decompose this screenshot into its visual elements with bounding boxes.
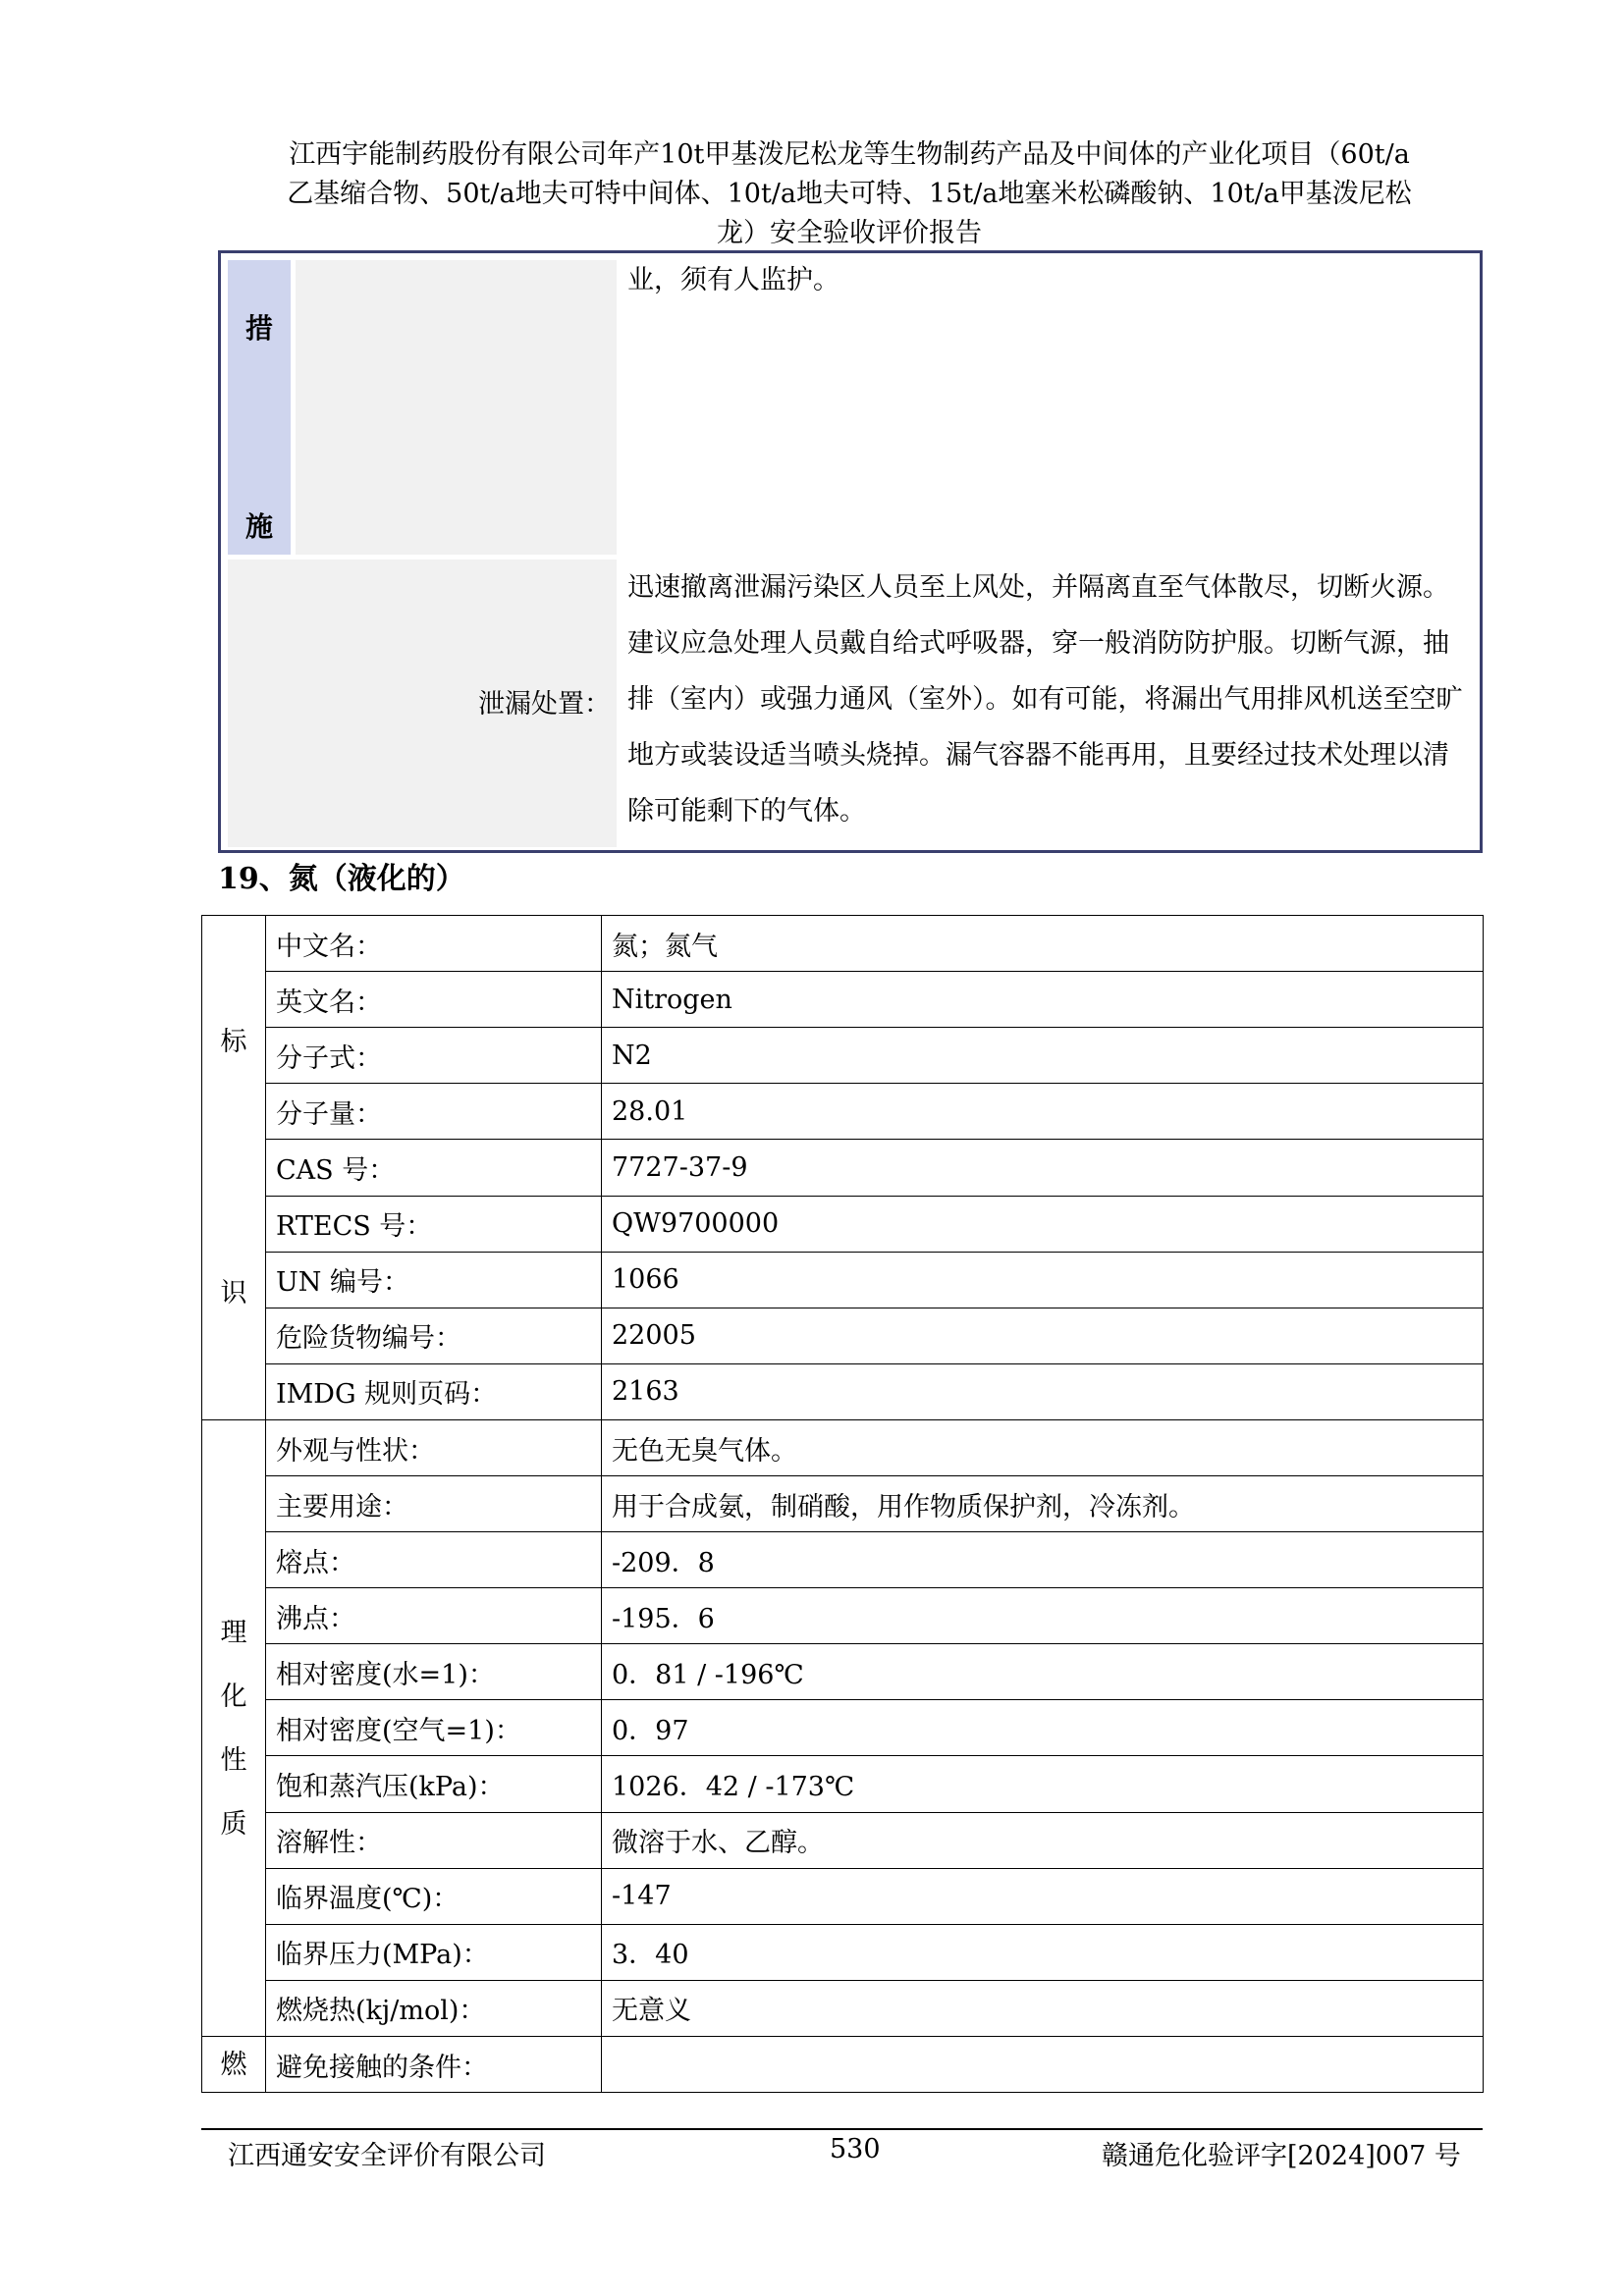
row-label: 避免接触的条件： <box>266 2037 602 2093</box>
group-char: 性 <box>220 1744 247 1776</box>
table-row <box>202 1028 1484 1084</box>
footer-page-number: 530 <box>830 2134 881 2164</box>
table-row <box>202 1756 1484 1812</box>
section-title: 19、氮（液化的） <box>218 862 465 896</box>
row-label: 外观与性状： <box>266 1420 602 1476</box>
group-label-physicochemical <box>202 1420 266 2037</box>
group-char: 燃 <box>220 2049 247 2080</box>
row-label: CAS 号： <box>266 1140 602 1196</box>
row-label: 危险货物编号： <box>266 1308 602 1363</box>
leak-label-cell <box>228 560 617 847</box>
table-row <box>202 2037 1484 2093</box>
leak-text: 迅速撤离泄漏污染区人员至上风处，并隔离直至气体散尽，切断火源。建议应急处理人员戴自给式呼吸器，穿一般消防防护服。切断气源，抽排（室内）或强力通风（室外）。如有可能，将漏出气用排风机送至空旷地方或装设适当喷头烧掉。漏气容器不能再用，且要经过技术处理以清除可能剩下的气体。 <box>627 572 1463 827</box>
row-value: 0．97 <box>602 1700 1484 1756</box>
row-value: 微溶于水、乙醇。 <box>602 1812 1484 1868</box>
row-label: 燃烧热(kj/mol)： <box>266 1980 602 2036</box>
row-value: 0．81 / -196℃ <box>602 1644 1484 1700</box>
table-row <box>202 916 1484 972</box>
table-row <box>202 1924 1484 1980</box>
page-header <box>216 135 1483 253</box>
row-label: 溶解性： <box>266 1812 602 1868</box>
table-row <box>202 1588 1484 1644</box>
measures-label-char-2: 施 <box>244 510 273 543</box>
leak-label: 泄漏处置： <box>478 689 611 720</box>
group-char: 化 <box>220 1681 247 1712</box>
table-row <box>202 1363 1484 1419</box>
row-label: 饱和蒸汽压(kPa)： <box>266 1756 602 1812</box>
group-char: 质 <box>220 1808 247 1840</box>
header-line-3: 龙）安全验收评价报告 <box>717 218 982 248</box>
row-value: -195．6 <box>602 1588 1484 1644</box>
row-value: -209．8 <box>602 1532 1484 1588</box>
row-value: Nitrogen <box>602 972 1484 1028</box>
footer-company: 江西通安安全评价有限公司 <box>228 2141 546 2171</box>
row-value: 用于合成氨，制硝酸，用作物质保护剂，冷冻剂。 <box>602 1476 1484 1532</box>
row-label: 主要用途： <box>266 1476 602 1532</box>
row-value: 3．40 <box>602 1924 1484 1980</box>
header-line-2: 乙基缩合物、50t/a地夫可特中间体、10t/a地夫可特、15t/a地塞米松磷酸钠、10t/a甲基泼尼松 <box>287 179 1412 209</box>
row-value: 氮；氮气 <box>602 916 1484 972</box>
row-label: 英文名： <box>266 972 602 1028</box>
table-row <box>202 1644 1484 1700</box>
table-row <box>202 1868 1484 1924</box>
table-row <box>202 1196 1484 1252</box>
table-row <box>202 1084 1484 1140</box>
measures-label-char-1: 措 <box>244 312 273 345</box>
row-label: 相对密度(水=1)： <box>266 1644 602 1700</box>
row-value: 无意义 <box>602 1980 1484 2036</box>
group-char: 标 <box>220 1026 247 1057</box>
row-label: IMDG 规则页码： <box>266 1363 602 1419</box>
row-label: UN 编号： <box>266 1252 602 1308</box>
group-char: 识 <box>220 1278 247 1309</box>
row-value: 无色无臭气体。 <box>602 1420 1484 1476</box>
group-label-combustion <box>202 2037 266 2093</box>
row-value: 28.01 <box>602 1084 1484 1140</box>
row-value: N2 <box>602 1028 1484 1084</box>
table-row <box>202 1812 1484 1868</box>
table-row <box>202 1140 1484 1196</box>
row-value: 2163 <box>602 1363 1484 1419</box>
row-label: 分子式： <box>266 1028 602 1084</box>
row-label: 沸点： <box>266 1588 602 1644</box>
row-label: 熔点： <box>266 1532 602 1588</box>
table-row <box>202 1308 1484 1363</box>
row-value: 1066 <box>602 1252 1484 1308</box>
row-label: 临界温度(℃)： <box>266 1868 602 1924</box>
measures-table-continuation <box>218 250 1483 853</box>
row-label: 相对密度(空气=1)： <box>266 1700 602 1756</box>
row-value: 7727-37-9 <box>602 1140 1484 1196</box>
row-value: 22005 <box>602 1308 1484 1363</box>
footer-doc-number: 赣通危化验评字[2024]007 号 <box>1102 2141 1461 2171</box>
row-label: RTECS 号： <box>266 1196 602 1252</box>
measures-continued-text: 业，须有人监护。 <box>627 265 839 295</box>
row-label: 临界压力(MPa)： <box>266 1924 602 1980</box>
row-value: -147 <box>602 1868 1484 1924</box>
table-row <box>202 1476 1484 1532</box>
nitrogen-properties-table <box>201 915 1484 2093</box>
row-value: QW9700000 <box>602 1196 1484 1252</box>
row-label: 分子量： <box>266 1084 602 1140</box>
header-line-1: 江西宇能制药股份有限公司年产10t甲基泼尼松龙等生物制药产品及中间体的产业化项目（60t/a <box>289 139 1410 170</box>
measures-sublabel-cell <box>296 260 617 555</box>
table-row <box>202 1532 1484 1588</box>
table-row <box>202 1700 1484 1756</box>
table-row <box>202 1420 1484 1476</box>
group-char: 理 <box>220 1617 247 1648</box>
row-label: 中文名： <box>266 916 602 972</box>
table-row <box>202 1252 1484 1308</box>
table-row <box>202 1980 1484 2036</box>
footer-divider <box>201 2128 1483 2130</box>
row-value: 1026．42 / -173℃ <box>602 1756 1484 1812</box>
table-row <box>202 972 1484 1028</box>
row-value <box>602 2037 1484 2093</box>
measures-label-cell <box>228 260 291 555</box>
group-label-identification <box>202 916 266 1420</box>
